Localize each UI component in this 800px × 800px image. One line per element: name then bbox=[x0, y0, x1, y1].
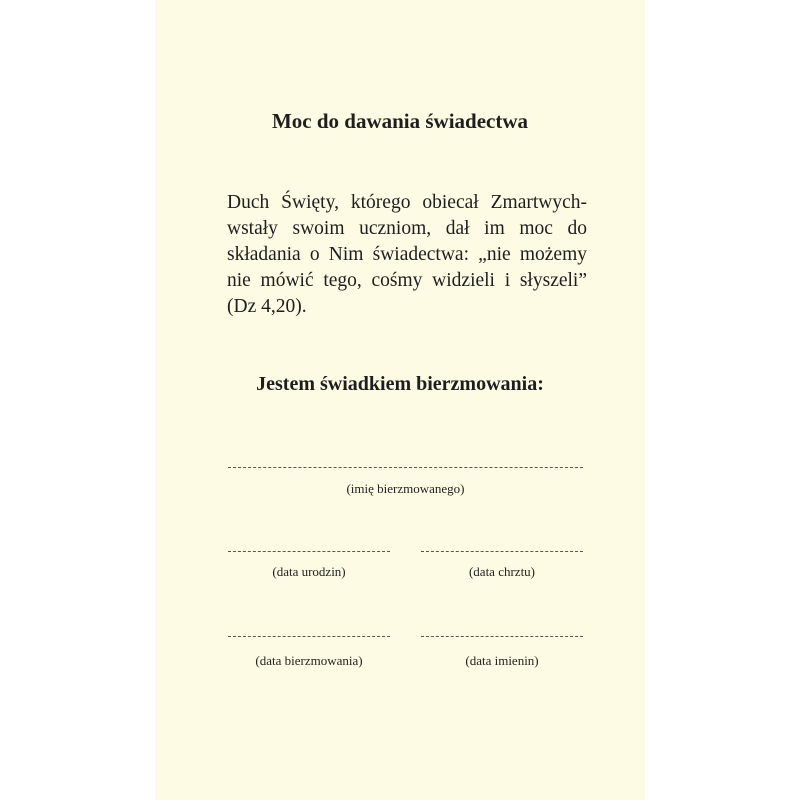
birth-date-caption: (data urodzin) bbox=[272, 564, 346, 579]
baptism-date-line[interactable] bbox=[421, 551, 583, 552]
name-day-date-caption: (data imienin) bbox=[465, 653, 539, 668]
confirmation-date-line[interactable] bbox=[228, 636, 390, 637]
certificate-page bbox=[155, 0, 645, 800]
body-line: wstały swoim uczniom, dał im moc do bbox=[227, 218, 587, 239]
body-line: składania o Nim świadectwa: „nie możemy bbox=[227, 244, 587, 265]
body-paragraph bbox=[227, 190, 587, 320]
name-caption: (imię bierzmowanego) bbox=[346, 481, 465, 496]
body-line: Duch Święty, którego obiecał Zmartwych- bbox=[227, 192, 587, 213]
birth-date-line[interactable] bbox=[228, 551, 390, 552]
witness-heading: Jestem świadkiem bierzmowania: bbox=[256, 373, 544, 395]
name-line[interactable] bbox=[228, 467, 583, 468]
page-title: Moc do dawania świadectwa bbox=[271, 109, 529, 133]
confirmation-date-caption: (data bierzmowania) bbox=[255, 653, 363, 668]
body-line: (Dz 4,20). bbox=[227, 296, 307, 317]
baptism-date-caption: (data chrztu) bbox=[468, 564, 536, 579]
name-day-date-line[interactable] bbox=[421, 636, 583, 637]
body-line: nie mówić tego, cośmy widzieli i słyszeli” bbox=[227, 270, 587, 291]
